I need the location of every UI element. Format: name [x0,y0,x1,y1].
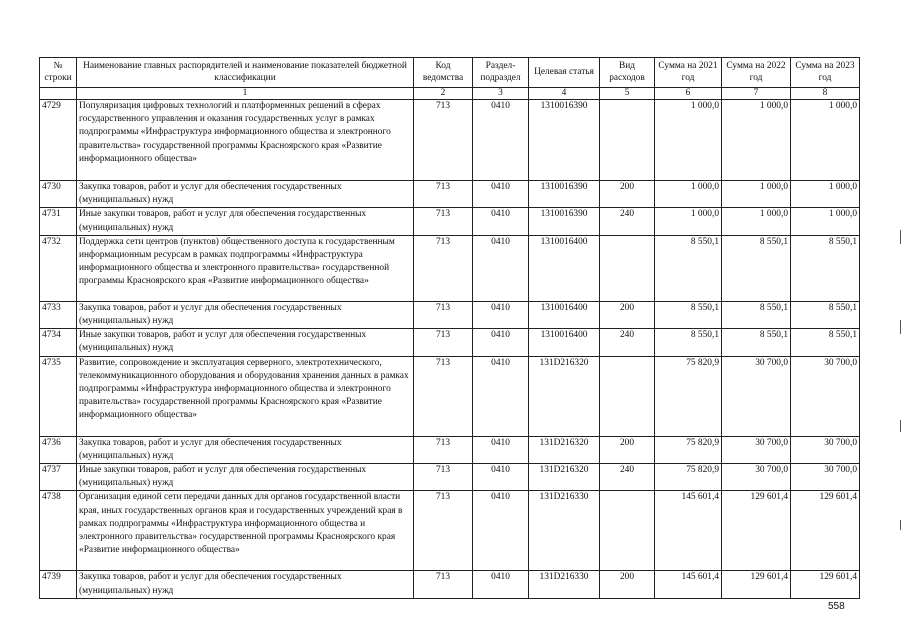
row-sum-2023: 1 000,0 [791,100,860,181]
row-number: 4734 [40,329,77,356]
row-sum-2023: 30 700,0 [791,356,860,436]
column-number: 2 [414,88,473,100]
row-expense-type: 240 [600,464,655,491]
page-number: 558 [828,601,845,612]
table-header [40,58,860,100]
scan-mark [900,520,901,530]
row-sum-2021: 75 820,9 [655,356,722,436]
row-sum-2021: 1 000,0 [655,208,722,235]
table-row [40,100,860,181]
row-dept-code: 713 [414,301,473,328]
row-section: 0410 [473,491,529,571]
table-row [40,356,860,436]
header-row-num: № строки [40,58,77,88]
row-target: 1310016400 [529,329,600,356]
row-sum-2023: 8 550,1 [791,235,860,301]
header-target: Целевая статья [529,58,600,88]
row-number: 4736 [40,436,77,463]
row-section: 0410 [473,208,529,235]
row-sum-2022: 30 700,0 [722,436,791,463]
table-row [40,464,860,491]
row-sum-2022: 8 550,1 [722,329,791,356]
scan-mark [900,230,901,244]
row-sum-2022: 30 700,0 [722,464,791,491]
row-sum-2023: 30 700,0 [791,464,860,491]
column-number-row [40,88,860,100]
row-sum-2022: 129 601,4 [722,571,791,598]
row-sum-2023: 129 601,4 [791,491,860,571]
budget-table [39,57,860,599]
scan-mark [900,420,901,432]
column-number: 3 [473,88,529,100]
column-number: 7 [722,88,791,100]
row-name: Развитие, сопровождение и эксплуатация серверного, электротехнического, телекоммуникационного оборудования и оборудования хранения данных в рамках подпрограммы «Инфраструктура информационного общества и электронного правительства» государственной программы Красноярского края «Развитие информационного общества» [77,356,414,436]
row-number: 4739 [40,571,77,598]
row-sum-2021: 1 000,0 [655,181,722,208]
table-row [40,329,860,356]
row-section: 0410 [473,100,529,181]
header-name: Наименование главных распорядителей и наименование показателей бюджетной классификации [77,58,414,88]
row-section: 0410 [473,329,529,356]
row-sum-2022: 8 550,1 [722,301,791,328]
row-number: 4733 [40,301,77,328]
row-expense-type: 240 [600,208,655,235]
table-row [40,235,860,301]
row-sum-2022: 1 000,0 [722,208,791,235]
row-section: 0410 [473,464,529,491]
row-expense-type [600,356,655,436]
row-name: Закупка товаров, работ и услуг для обеспечения государственных (муниципальных) нужд [77,181,414,208]
row-expense-type [600,100,655,181]
row-number: 4737 [40,464,77,491]
scan-mark [900,320,901,334]
row-dept-code: 713 [414,329,473,356]
row-sum-2021: 8 550,1 [655,301,722,328]
row-name: Популяризация цифровых технологий и платформенных решений в сферах государственного управления и оказания государственных услуг в рамках подпрограммы «Инфраструктура информационного общества и электронного правительства» государственной программы Красноярского края «Развитие информационного общества» [77,100,414,181]
row-name: Иные закупки товаров, работ и услуг для обеспечения государственных (муниципальных) нужд [77,329,414,356]
row-name: Закупка товаров, работ и услуг для обеспечения государственных (муниципальных) нужд [77,571,414,598]
row-dept-code: 713 [414,436,473,463]
row-expense-type [600,235,655,301]
table-body [40,100,860,599]
column-number [40,88,77,100]
row-number: 4738 [40,491,77,571]
row-dept-code: 713 [414,464,473,491]
row-target: 131D216320 [529,436,600,463]
row-sum-2021: 75 820,9 [655,436,722,463]
row-dept-code: 713 [414,356,473,436]
row-sum-2021: 145 601,4 [655,491,722,571]
row-target: 131D216320 [529,464,600,491]
row-sum-2023: 8 550,1 [791,301,860,328]
column-number: 8 [791,88,860,100]
row-sum-2022: 129 601,4 [722,491,791,571]
table-row [40,208,860,235]
row-dept-code: 713 [414,571,473,598]
row-section: 0410 [473,571,529,598]
table-row [40,181,860,208]
row-number: 4731 [40,208,77,235]
row-target: 1310016390 [529,208,600,235]
column-number: 4 [529,88,600,100]
row-number: 4730 [40,181,77,208]
row-section: 0410 [473,235,529,301]
header-expense: Вид расходов [600,58,655,88]
row-sum-2023: 8 550,1 [791,329,860,356]
row-expense-type: 200 [600,436,655,463]
row-target: 131D216330 [529,571,600,598]
row-number: 4735 [40,356,77,436]
column-number: 5 [600,88,655,100]
row-sum-2021: 8 550,1 [655,329,722,356]
row-number: 4729 [40,100,77,181]
row-name: Иные закупки товаров, работ и услуг для обеспечения государственных (муниципальных) нужд [77,464,414,491]
row-sum-2021: 145 601,4 [655,571,722,598]
row-sum-2022: 8 550,1 [722,235,791,301]
row-target: 1310016390 [529,181,600,208]
row-sum-2022: 1 000,0 [722,181,791,208]
row-expense-type: 240 [600,329,655,356]
row-target: 1310016400 [529,235,600,301]
row-section: 0410 [473,436,529,463]
row-dept-code: 713 [414,208,473,235]
row-name: Организация единой сети передачи данных для органов государственной власти края, иных государственных органов края и государственных учреждений края в рамках подпрограммы «Инфраструктура информационного общества и электронного правительства» государственной программы Красноярского края «Развитие информационного общества» [77,491,414,571]
row-name: Закупка товаров, работ и услуг для обеспечения государственных (муниципальных) нужд [77,436,414,463]
row-expense-type: 200 [600,181,655,208]
table-row [40,571,860,598]
row-target: 131D216330 [529,491,600,571]
column-number: 1 [77,88,414,100]
header-dept: Код ведомства [414,58,473,88]
row-name: Поддержка сети центров (пунктов) общественного доступа к государственным информационным ресурсам в рамках подпрограммы «Инфраструктура информационного общества и электронного правительства» государственной программы Красноярского края «Развитие информационного общества» [77,235,414,301]
row-sum-2021: 8 550,1 [655,235,722,301]
header-sum-2022: Сумма на 2022 год [722,58,791,88]
row-sum-2021: 1 000,0 [655,100,722,181]
row-dept-code: 713 [414,181,473,208]
row-target: 1310016400 [529,301,600,328]
row-dept-code: 713 [414,100,473,181]
row-name: Иные закупки товаров, работ и услуг для обеспечения государственных (муниципальных) нужд [77,208,414,235]
table-row [40,491,860,571]
row-name: Закупка товаров, работ и услуг для обеспечения государственных (муниципальных) нужд [77,301,414,328]
row-sum-2022: 1 000,0 [722,100,791,181]
row-target: 131D216320 [529,356,600,436]
row-expense-type: 200 [600,571,655,598]
row-sum-2023: 30 700,0 [791,436,860,463]
row-section: 0410 [473,301,529,328]
table-row [40,436,860,463]
column-number: 6 [655,88,722,100]
header-section: Раздел-подраздел [473,58,529,88]
row-section: 0410 [473,181,529,208]
row-sum-2023: 129 601,4 [791,571,860,598]
header-sum-2023: Сумма на 2023 год [791,58,860,88]
row-sum-2023: 1 000,0 [791,208,860,235]
row-expense-type: 200 [600,301,655,328]
row-number: 4732 [40,235,77,301]
row-expense-type [600,491,655,571]
row-sum-2021: 75 820,9 [655,464,722,491]
header-sum-2021: Сумма на 2021 год [655,58,722,88]
row-sum-2022: 30 700,0 [722,356,791,436]
row-section: 0410 [473,356,529,436]
table-row [40,301,860,328]
row-dept-code: 713 [414,491,473,571]
row-target: 1310016390 [529,100,600,181]
row-dept-code: 713 [414,235,473,301]
row-sum-2023: 1 000,0 [791,181,860,208]
